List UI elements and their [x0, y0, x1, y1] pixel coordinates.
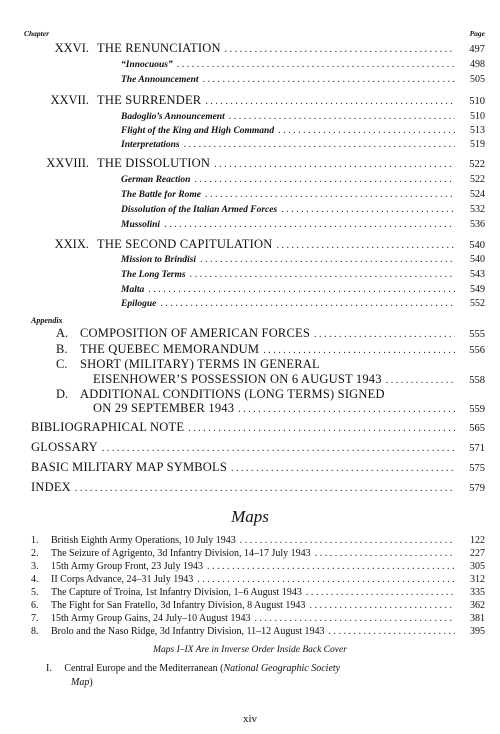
dot-leader — [263, 345, 455, 356]
section-title: The Battle for Rome — [121, 190, 201, 200]
chapter-title: THE DISSOLUTION — [97, 156, 211, 170]
map-number: 3. — [31, 561, 39, 572]
page-number: 559 — [469, 404, 485, 415]
map-number: 4. — [31, 574, 39, 585]
back-matter-title: INDEX — [31, 480, 71, 494]
toc-section[interactable] — [121, 111, 485, 122]
toc-section[interactable] — [121, 189, 485, 200]
dot-leader — [75, 483, 455, 494]
toc-chapter-29[interactable] — [24, 237, 485, 252]
map-number: 8. — [31, 626, 39, 637]
page-column-label: Page — [469, 29, 485, 38]
page-number: 122 — [470, 535, 485, 546]
map-title: The Capture of Troina, 1st Infantry Division, 1–6 August 1943 — [51, 587, 302, 598]
toc-appendix-a[interactable] — [56, 326, 485, 341]
page-number: 335 — [470, 587, 485, 598]
dot-leader — [203, 74, 455, 85]
page-number: 555 — [469, 329, 485, 340]
map-list-item[interactable] — [31, 561, 485, 572]
map-list-item-roman-cont — [71, 677, 93, 688]
map-number: 5. — [31, 587, 39, 598]
dot-leader — [254, 613, 455, 624]
page-number: 522 — [470, 174, 485, 185]
dot-leader — [205, 189, 455, 200]
dot-leader — [197, 574, 455, 585]
dot-leader — [329, 626, 456, 637]
dot-leader — [231, 463, 455, 474]
dot-leader — [214, 159, 455, 170]
section-title: Epilogue — [121, 299, 157, 309]
chapter-number: XXVII. — [50, 93, 89, 107]
page-number: 575 — [469, 463, 485, 474]
page-number: 513 — [470, 125, 485, 136]
appendix-title: THE QUEBEC MEMORANDUM — [80, 342, 260, 356]
map-title: 15th Army Group Gains, 24 July–10 August 1943 — [51, 613, 251, 624]
toc-appendix-c-cont[interactable] — [93, 372, 485, 387]
dot-leader — [177, 59, 455, 70]
toc-section[interactable] — [121, 298, 485, 309]
toc-appendix-b[interactable] — [56, 342, 485, 357]
appendix-title-continued: EISENHOWER’S POSSESSION ON 6 AUGUST 1943 — [93, 372, 382, 386]
toc-map-symbols[interactable] — [31, 460, 485, 475]
toc-section[interactable] — [121, 269, 485, 280]
page-number: 532 — [470, 204, 485, 215]
map-list-item[interactable] — [31, 548, 485, 559]
toc-appendix-d-cont[interactable] — [93, 401, 485, 416]
page-number: 524 — [470, 189, 485, 200]
dot-leader — [309, 600, 455, 611]
dot-leader — [207, 561, 455, 572]
page-folio: xiv — [242, 713, 258, 725]
toc-bibliographical-note[interactable] — [31, 420, 485, 435]
toc-section[interactable] — [121, 219, 485, 230]
page-number: 552 — [470, 298, 485, 309]
dot-leader — [276, 240, 455, 251]
page-number: 571 — [469, 443, 485, 454]
chapter-title: THE RENUNCIATION — [97, 41, 221, 55]
dot-leader — [164, 219, 455, 230]
chapter-title: THE SURRENDER — [97, 93, 202, 107]
dot-leader — [205, 96, 455, 107]
appendix-title: COMPOSITION OF AMERICAN FORCES — [80, 326, 310, 340]
page-number: 362 — [470, 600, 485, 611]
toc-appendix-c[interactable] — [56, 357, 485, 372]
appendix-letter: B. — [56, 342, 68, 356]
map-title: 15th Army Group Front, 23 July 1943 — [51, 561, 203, 572]
toc-section[interactable] — [121, 74, 485, 85]
toc-chapter-26[interactable] — [24, 41, 485, 56]
page-number: 543 — [470, 269, 485, 280]
section-title: Dissolution of the Italian Armed Forces — [121, 205, 278, 215]
toc-section[interactable] — [121, 204, 485, 215]
appendix-label: Appendix — [31, 316, 63, 325]
appendix-letter: A. — [56, 326, 69, 340]
dot-leader — [194, 174, 455, 185]
map-title: The Seizure of Agrigento, 3d Infantry Division, 14–17 July 1943 — [51, 548, 311, 559]
maps-note: Maps I–IX Are in Inverse Order Inside Back Cover — [153, 645, 347, 655]
section-title: Flight of the King and High Command — [121, 126, 275, 136]
map-number: 6. — [31, 600, 39, 611]
dot-leader — [190, 269, 455, 280]
map-title: Brolo and the Naso Ridge, 3d Infantry Division, 11–12 August 1943 — [51, 626, 325, 637]
map-number: 2. — [31, 548, 39, 559]
toc-glossary[interactable] — [31, 440, 485, 455]
map-number: I. — [46, 663, 52, 674]
back-matter-title: BIBLIOGRAPHICAL NOTE — [31, 420, 185, 434]
back-matter-title: BASIC MILITARY MAP SYMBOLS — [31, 460, 228, 474]
map-list-item[interactable] — [31, 613, 485, 624]
dot-leader — [188, 423, 455, 434]
page-number: 540 — [470, 254, 485, 265]
section-title: Badoglio’s Announcement — [121, 112, 225, 122]
page-number: 381 — [470, 613, 485, 624]
toc-appendix-d[interactable] — [56, 387, 485, 402]
page-number: 519 — [470, 139, 485, 150]
page-number: 510 — [470, 111, 485, 122]
map-title: II Corps Advance, 24–31 July 1943 — [51, 574, 194, 585]
chapter-column-label: Chapter — [24, 29, 50, 38]
section-title: Interpretations — [121, 140, 180, 150]
page-number: 505 — [470, 74, 485, 85]
appendix-letter: C. — [56, 357, 68, 371]
map-list-item[interactable] — [31, 535, 485, 546]
dot-leader — [281, 204, 455, 215]
page-number: 227 — [470, 548, 485, 559]
page-number: 498 — [470, 59, 485, 70]
section-title: German Reaction — [121, 175, 191, 185]
dot-leader — [229, 111, 455, 122]
back-matter-title: GLOSSARY — [31, 440, 98, 454]
toc-section[interactable] — [121, 125, 485, 136]
section-title: The Long Terms — [121, 270, 186, 280]
map-list-item[interactable] — [31, 574, 485, 585]
map-title: The Fight for San Fratello, 3d Infantry Division, 8 August 1943 — [51, 600, 306, 611]
page-number: 579 — [469, 483, 485, 494]
map-title: British Eighth Army Operations, 10 July 1943 — [51, 535, 236, 546]
page-number: 395 — [470, 626, 485, 637]
appendix-title: ADDITIONAL CONDITIONS (LONG TERMS) SIGNED — [80, 387, 385, 401]
section-title: “Innocuous” — [121, 60, 173, 70]
toc-section[interactable] — [121, 174, 485, 185]
dot-leader — [238, 404, 455, 415]
map-title-italic: National Geographic Society — [223, 663, 341, 674]
toc-section[interactable] — [121, 59, 485, 70]
closing-paren: ) — [89, 677, 93, 688]
dot-leader — [306, 587, 455, 598]
maps-heading: Maps — [231, 507, 269, 526]
map-number: 7. — [31, 613, 39, 624]
page-number: 510 — [469, 96, 485, 107]
chapter-title: THE SECOND CAPITULATION — [97, 237, 273, 251]
appendix-title: SHORT (MILITARY) TERMS IN GENERAL — [80, 357, 320, 371]
dot-leader — [160, 298, 455, 309]
page-number: 305 — [470, 561, 485, 572]
map-list-item-roman[interactable] — [46, 663, 340, 674]
page-number: 522 — [469, 159, 485, 170]
chapter-number: XXVIII. — [46, 156, 89, 170]
section-title: Mission to Brindisi — [121, 255, 196, 265]
page-number: 312 — [470, 574, 485, 585]
page-number: 549 — [470, 284, 485, 295]
dot-leader — [184, 139, 455, 150]
page-number: 565 — [469, 423, 485, 434]
section-title: Malta — [121, 285, 145, 295]
toc-index[interactable] — [31, 480, 485, 495]
map-number: 1. — [31, 535, 39, 546]
toc-section[interactable] — [121, 139, 485, 150]
toc-chapter-28[interactable] — [24, 156, 485, 171]
dot-leader — [102, 443, 455, 454]
dot-leader — [314, 329, 455, 340]
map-list-item[interactable] — [31, 600, 485, 611]
dot-leader — [278, 125, 455, 136]
page-number: 540 — [469, 240, 485, 251]
appendix-title-continued: ON 29 SEPTEMBER 1943 — [93, 401, 235, 415]
map-list-item[interactable] — [31, 626, 485, 637]
page-number: 556 — [469, 345, 485, 356]
dot-leader — [315, 548, 455, 559]
page-number: 536 — [470, 219, 485, 230]
dot-leader — [148, 284, 455, 295]
dot-leader — [200, 254, 455, 265]
dot-leader — [386, 375, 455, 386]
page-number: 558 — [469, 375, 485, 386]
dot-leader — [240, 535, 455, 546]
map-title-italic-continued: Map — [71, 677, 90, 688]
toc-section[interactable] — [121, 254, 485, 265]
chapter-number: XXVI. — [54, 41, 89, 55]
toc-section[interactable] — [121, 284, 485, 295]
page-number: 497 — [469, 44, 485, 55]
appendix-letter: D. — [56, 387, 69, 401]
section-title: Mussolini — [121, 220, 161, 230]
map-title: Central Europe and the Mediterranean ( — [64, 663, 224, 674]
section-title: The Announcement — [121, 75, 199, 85]
dot-leader — [225, 44, 455, 55]
chapter-number: XXIX. — [54, 237, 89, 251]
map-list-item[interactable] — [31, 587, 485, 598]
toc-chapter-27[interactable] — [24, 93, 485, 108]
